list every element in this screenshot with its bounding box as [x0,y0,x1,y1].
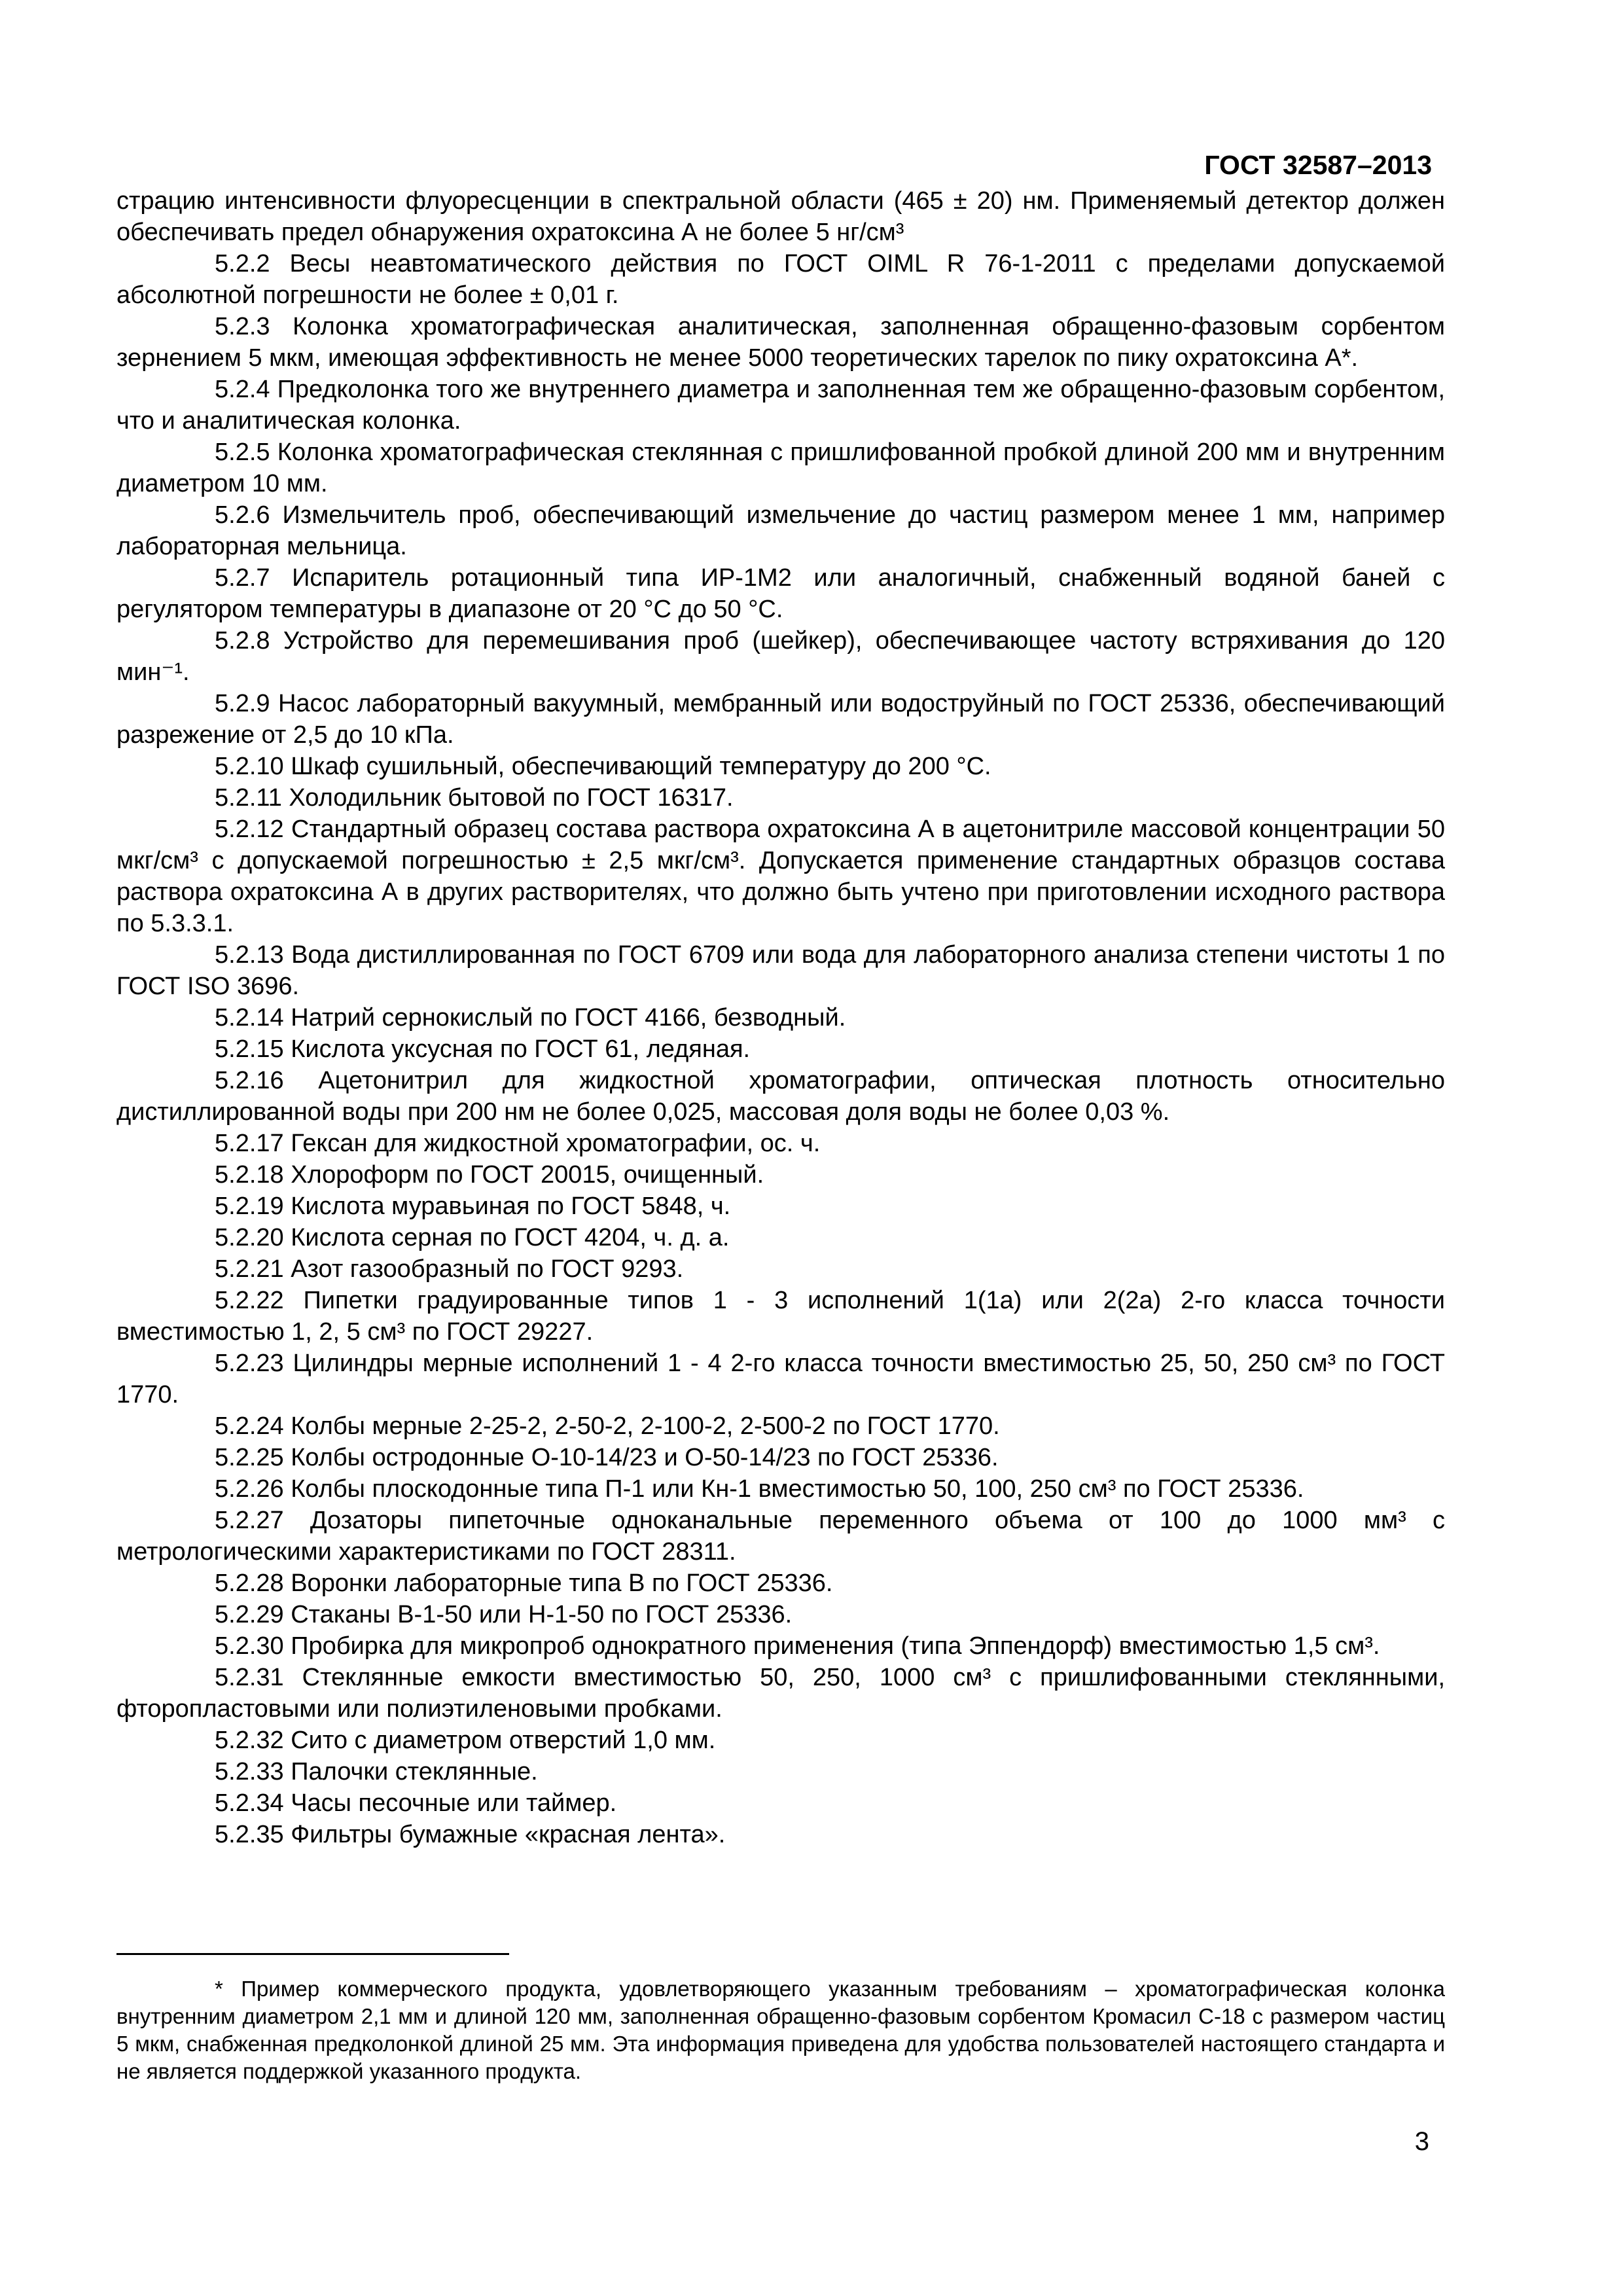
clause-5-2-17: 5.2.17 Гексан для жидкостной хроматографии, ос. ч. [215,1130,821,1157]
clause-5-2-21: 5.2.21 Азот газообразный по ГОСТ 9293. [215,1255,684,1283]
clause-5-2-13: 5.2.13 Вода дистиллированная по ГОСТ 6709 или вода для лабораторного анализа степени чистоты 1 по ГОСТ ISO 3696. [116,941,1445,1000]
clause-5-2-35: 5.2.35 Фильтры бумажные «красная лента». [215,1821,726,1848]
clause-5-2-16: 5.2.16 Ацетонитрил для жидкостной хроматографии, оптическая плотность относительно дистиллированной воды при 200 нм не более 0,025, массовая доля воды не более 0,03 %. [116,1067,1445,1126]
clause-5-2-26: 5.2.26 Колбы плоскодонные типа П-1 или Кн-1 вместимостью 50, 100, 250 см³ по ГОСТ 25336. [215,1475,1304,1503]
clause-5-2-7: 5.2.7 Испаритель ротационный типа ИР-1М2 или аналогичный, снабженный водяной баней с регулятором температуры в диапазоне от 20 °С до 50 °С. [116,564,1445,623]
clause-5-2-12: 5.2.12 Стандартный образец состава раствора охратоксина А в ацетонитриле массовой концентрации 50 мкг/см³ с допускаемой погрешностью ± 2,5 мкг/см³. Допускается применение стандартных образцов состава раствора охратоксина А в других растворителях, что должно быть учтено при приготовлении исходного раствора по 5.3.3.1. [116,816,1445,937]
clause-5-2-2: 5.2.2 Весы неавтоматического действия по ГОСТ OIML R 76-1-2011 с пределами допускаемой абсолютной погрешности не более ± 0,01 г. [116,250,1445,309]
clause-5-2-18: 5.2.18 Хлороформ по ГОСТ 20015, очищенный. [215,1161,764,1189]
footnote: * Пример коммерческого продукта, удовлетворяющего указанным требованиям – хроматографическая колонка внутренним диаметром 2,1 мм и длиной 120 мм, заполненная обращенно-фазовым сорбентом Кромасил С-18 с размером частиц 5 мкм, снабженная предколонкой длиной 25 мм. Эта информация приведена для удобства пользователей настоящего стандарта и не является поддержкой указанного продукта. [116,1977,1445,2083]
clause-5-2-25: 5.2.25 Колбы остродонные О-10-14/23 и О-50-14/23 по ГОСТ 25336. [215,1444,999,1471]
clause-5-2-22: 5.2.22 Пипетки градуированные типов 1 - 3 исполнений 1(1а) или 2(2а) 2-го класса точности вместимостью 1, 2, 5 см³ по ГОСТ 29227. [116,1287,1445,1346]
clause-5-2-23: 5.2.23 Цилиндры мерные исполнений 1 - 4 2-го класса точности вместимостью 25, 50, 250 см³ по ГОСТ 1770. [116,1350,1445,1408]
clause-5-2-19: 5.2.19 Кислота муравьиная по ГОСТ 5848, ч. [215,1193,731,1220]
paragraph-continuation: страцию интенсивности флуоресценции в спектральной области (465 ± 20) нм. Применяемый детектор должен обеспечивать предел обнаружения охратоксина А не более 5 нг/см³ [116,187,1445,246]
clause-5-2-27: 5.2.27 Дозаторы пипеточные одноканальные переменного объема от 100 до 1000 мм³ с метрологическими характеристиками по ГОСТ 28311. [116,1507,1445,1566]
clause-5-2-8: 5.2.8 Устройство для перемешивания проб (шейкер), обеспечивающее частоту встряхивания до 120 мин⁻¹. [116,627,1445,686]
clause-5-2-33: 5.2.33 Палочки стеклянные. [215,1758,538,1785]
clause-5-2-24: 5.2.24 Колбы мерные 2-25-2, 2-50-2, 2-100-2, 2-500-2 по ГОСТ 1770. [215,1412,1000,1440]
clause-5-2-29: 5.2.29 Стаканы В-1-50 или Н-1-50 по ГОСТ 25336. [215,1601,793,1628]
clause-5-2-5: 5.2.5 Колонка хроматографическая стеклянная с пришлифованной пробкой длиной 200 мм и внутренним диаметром 10 мм. [116,439,1445,497]
document-body [116,185,1445,1850]
page-number: 3 [1414,2127,1429,2156]
clause-5-2-31: 5.2.31 Стеклянные емкости вместимостью 50, 250, 1000 см³ с пришлифованными стеклянными, фторопластовыми или полиэтиленовыми пробками. [116,1664,1445,1723]
clause-5-2-11: 5.2.11 Холодильник бытовой по ГОСТ 16317. [215,784,734,812]
clause-5-2-32: 5.2.32 Сито с диаметром отверстий 1,0 мм. [215,1727,716,1754]
document-code-header: ГОСТ 32587–2013 [1204,150,1432,180]
clause-5-2-28: 5.2.28 Воронки лабораторные типа В по ГОСТ 25336. [215,1570,833,1597]
clause-5-2-34: 5.2.34 Часы песочные или таймер. [215,1789,617,1817]
clause-5-2-4: 5.2.4 Предколонка того же внутреннего диаметра и заполненная тем же обращенно-фазовым сорбентом, что и аналитическая колонка. [116,376,1445,435]
clause-5-2-3: 5.2.3 Колонка хроматографическая аналитическая, заполненная обращенно-фазовым сорбентом зернением 5 мкм, имеющая эффективность не менее 5000 теоретических тарелок по пику охратоксина А*. [116,313,1445,372]
clause-5-2-14: 5.2.14 Натрий сернокислый по ГОСТ 4166, безводный. [215,1004,846,1031]
clause-5-2-30: 5.2.30 Пробирка для микропроб однократного применения (типа Эппендорф) вместимостью 1,5 см³. [215,1632,1380,1660]
footnote-separator [116,1953,509,1955]
clause-5-2-10: 5.2.10 Шкаф сушильный, обеспечивающий температуру до 200 °С. [215,753,991,780]
clause-5-2-9: 5.2.9 Насос лабораторный вакуумный, мембранный или водоструйный по ГОСТ 25336, обеспечивающий разрежение от 2,5 до 10 кПа. [116,690,1445,749]
clause-5-2-6: 5.2.6 Измельчитель проб, обеспечивающий измельчение до частиц размером менее 1 мм, например лабораторная мельница. [116,501,1445,560]
clause-5-2-20: 5.2.20 Кислота серная по ГОСТ 4204, ч. д. а. [215,1224,730,1251]
clause-5-2-15: 5.2.15 Кислота уксусная по ГОСТ 61, ледяная. [215,1035,751,1063]
